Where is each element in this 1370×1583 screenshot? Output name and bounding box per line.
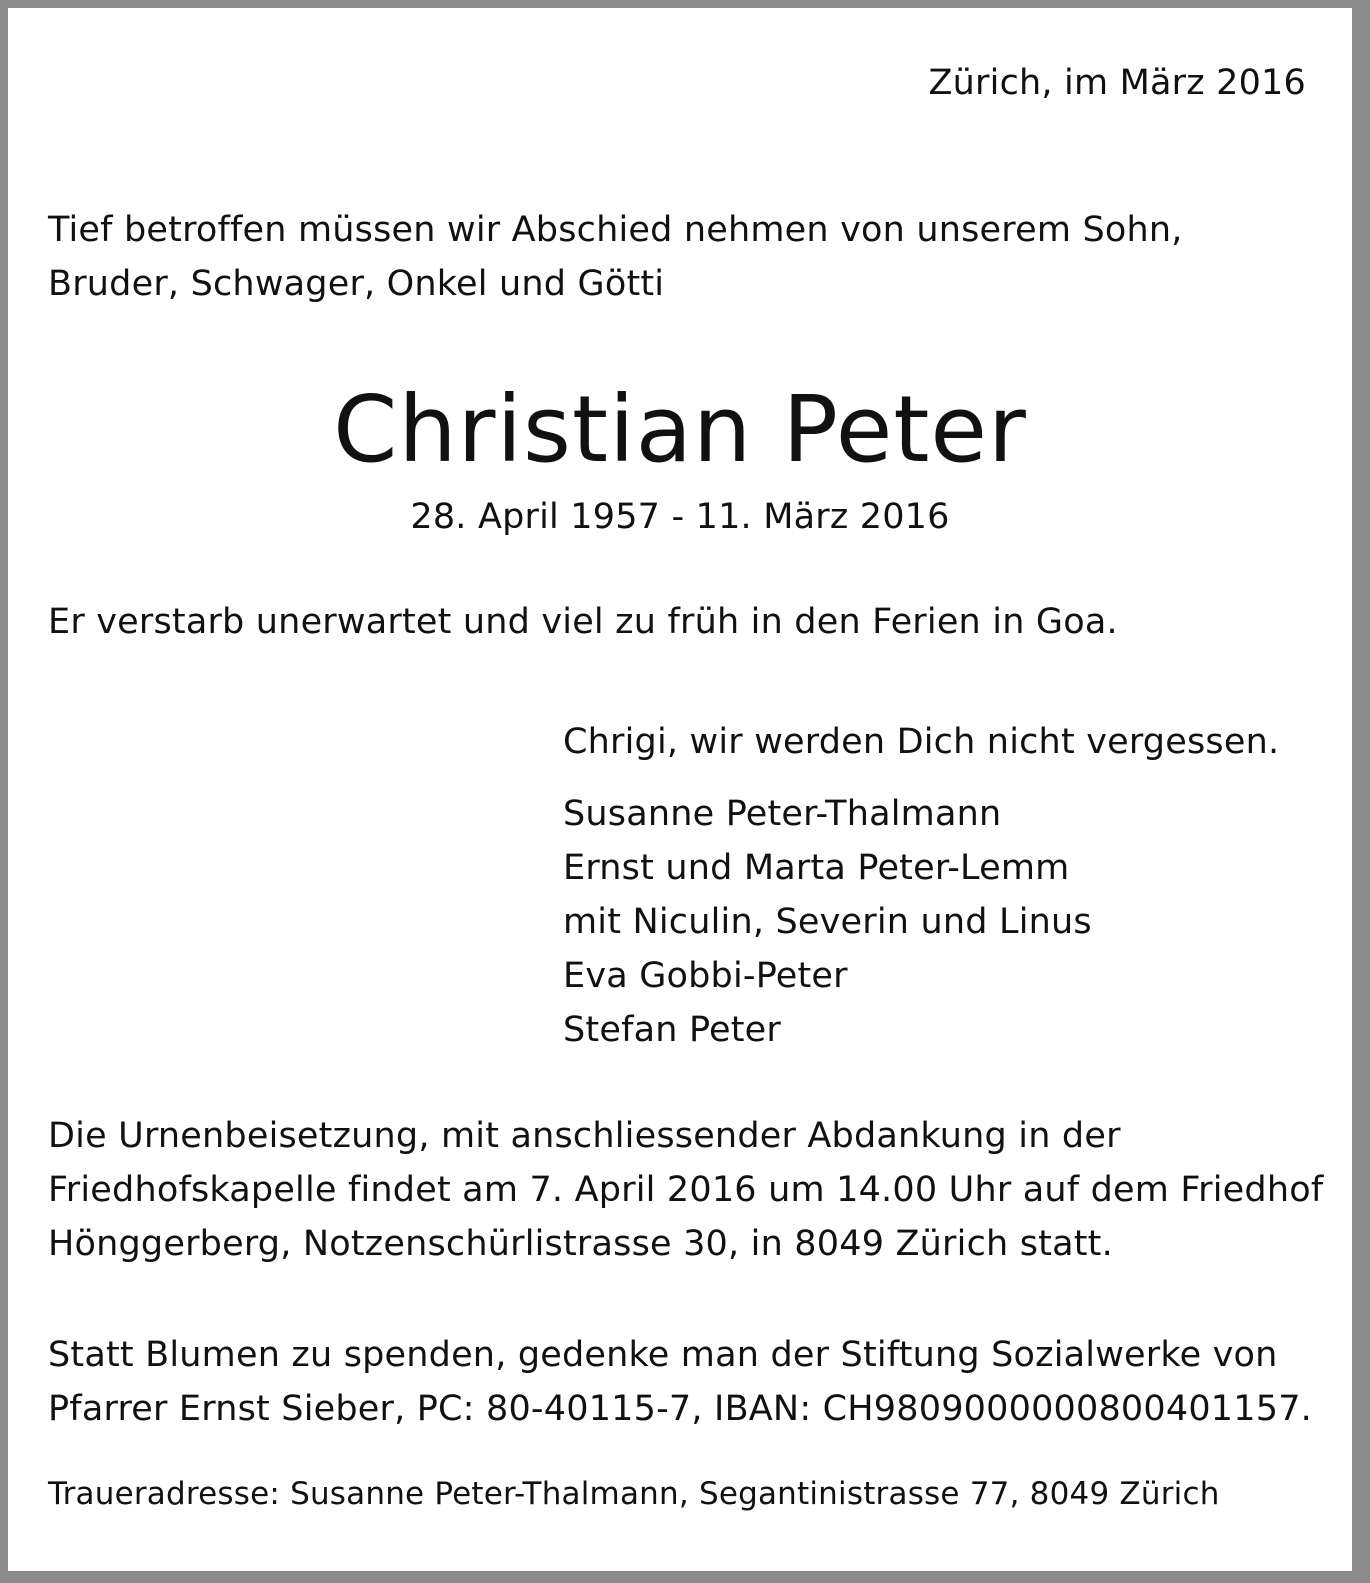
ceremony-line: Die Urnenbeisetzung, mit anschliessender Abdankung in der [48,1116,1121,1156]
mourners-list [563,787,1092,1057]
donation-line: Pfarrer Ernst Sieber, PC: 80-40115-7, IBAN: CH9809000000800401157. [48,1389,1313,1429]
intro-line: Bruder, Schwager, Onkel und Götti [48,264,665,304]
mourner-name: Stefan Peter [563,1010,781,1050]
mourning-address: Traueradresse: Susanne Peter-Thalmann, Segantinistrasse 77, 8049 Zürich [48,1476,1220,1512]
intro-text [48,203,1183,311]
ceremony-line: Friedhofskapelle findet am 7. April 2016 um 14.00 Uhr auf dem Friedhof [48,1170,1324,1210]
mourner-name: Eva Gobbi-Peter [563,956,848,996]
mourner-name: Susanne Peter-Thalmann [563,794,1002,834]
intro-line: Tief betroffen müssen wir Abschied nehmen von unserem Sohn, [48,210,1183,250]
obituary-notice [8,8,1352,1571]
mourner-name: Ernst und Marta Peter-Lemm [563,848,1070,888]
lifespan-dates: 28. April 1957 - 11. März 2016 [410,497,950,537]
mourner-name: mit Niculin, Severin und Linus [563,902,1092,942]
place-date: Zürich, im März 2016 [928,63,1306,103]
deceased-name: Christian Peter [333,376,1027,483]
death-note: Er verstarb unerwartet und viel zu früh in den Ferien in Goa. [48,602,1118,642]
farewell-message: Chrigi, wir werden Dich nicht vergessen. [563,722,1280,762]
donation-line: Statt Blumen zu spenden, gedenke man der Stiftung Sozialwerke von [48,1335,1278,1375]
ceremony-details [48,1109,1323,1271]
ceremony-line: Hönggerberg, Notzenschürlistrasse 30, in 8049 Zürich statt. [48,1224,1113,1264]
donation-note [48,1328,1312,1436]
